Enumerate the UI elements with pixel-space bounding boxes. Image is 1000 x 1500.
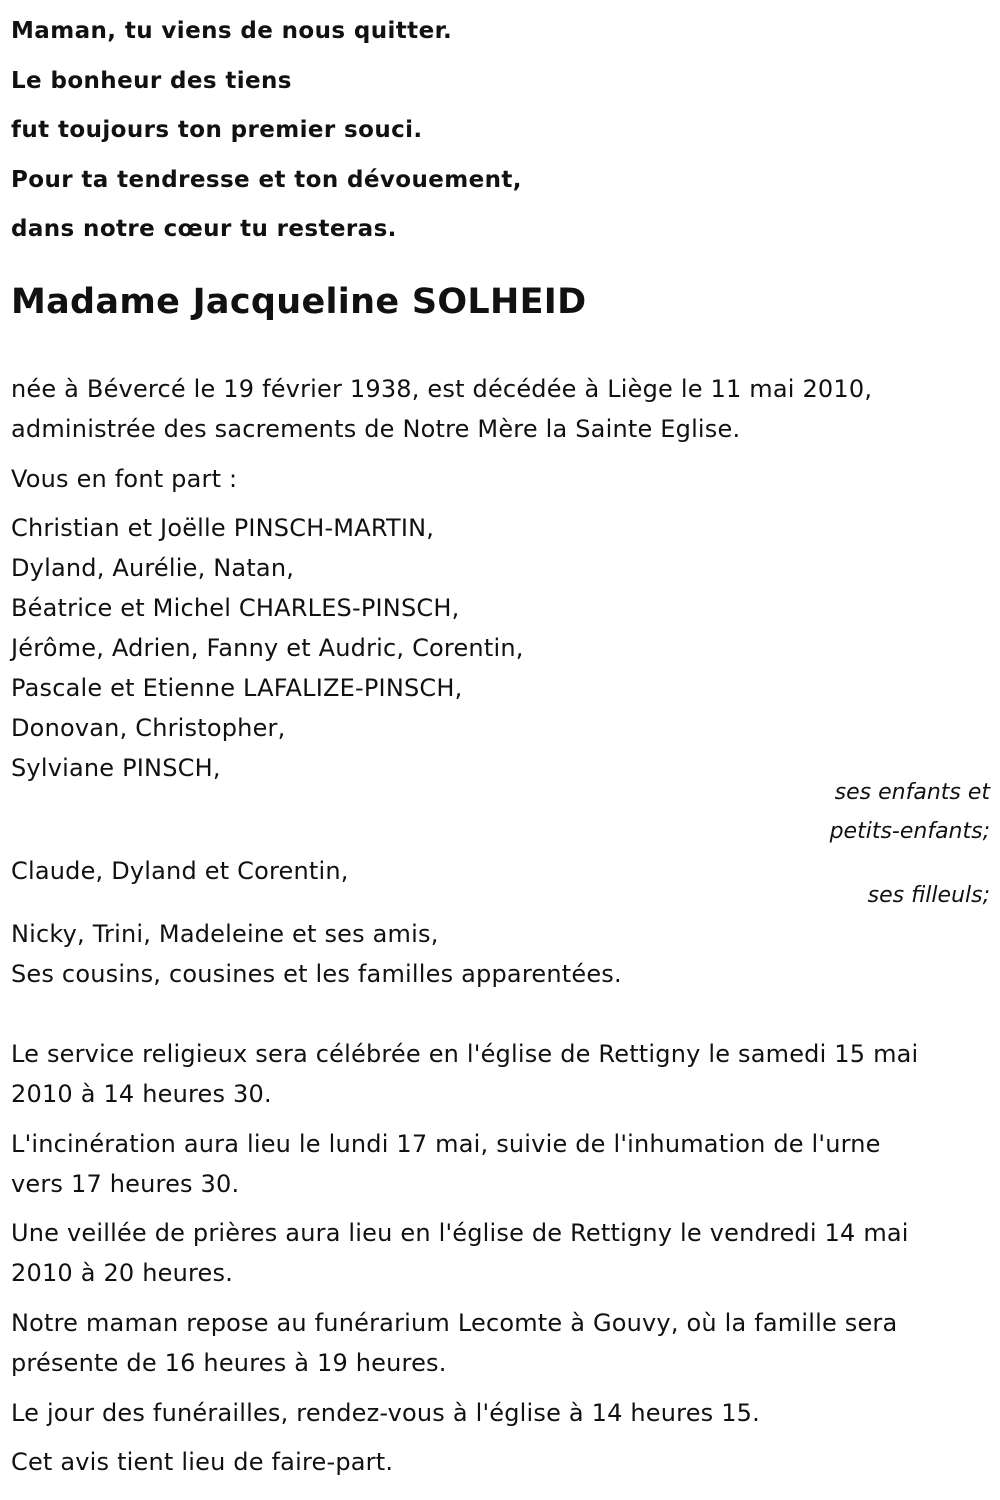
poem-line: Maman, tu viens de nous quitter. xyxy=(11,18,453,44)
arrangement-line: Le jour des funérailles, rendez-vous à l'église à 14 heures 15. xyxy=(11,1399,760,1427)
arrangement-line: Une veillée de prières aura lieu en l'église de Rettigny le vendredi 14 mai xyxy=(11,1219,909,1247)
family-member-line: Sylviane PINSCH, xyxy=(11,754,221,782)
family-member-line: Pascale et Etienne LAFALIZE-PINSCH, xyxy=(11,674,463,702)
poem-line: dans notre cœur tu resteras. xyxy=(11,216,397,242)
friends-line: Nicky, Trini, Madeleine et ses amis, xyxy=(11,920,439,948)
poem-line: Pour ta tendresse et ton dévouement, xyxy=(11,166,522,193)
godchildren-line: Claude, Dyland et Corentin, xyxy=(11,857,349,885)
arrangement-line: L'incinération aura lieu le lundi 17 mai, suivie de l'inhumation de l'urne xyxy=(11,1130,881,1158)
poem-line: Le bonheur des tiens xyxy=(11,67,292,94)
biography-line: née à Bévercé le 19 février 1938, est décédée à Liège le 11 mai 2010, xyxy=(11,375,873,403)
poem xyxy=(11,7,522,255)
arrangement-line: 2010 à 14 heures 30. xyxy=(11,1080,272,1108)
biography-line: administrée des sacrements de Notre Mère la Sainte Eglise. xyxy=(11,415,741,443)
arrangement-line: 2010 à 20 heures. xyxy=(11,1259,234,1287)
arrangement-line: Cet avis tient lieu de faire-part. xyxy=(11,1448,394,1476)
family-member-line: Jérôme, Adrien, Fanny et Audric, Corentin, xyxy=(11,634,524,662)
arrangement-line: présente de 16 heures à 19 heures. xyxy=(11,1349,447,1377)
deceased-name: Madame Jacqueline SOLHEID xyxy=(11,282,587,322)
poem-line: fut toujours ton premier souci. xyxy=(11,117,423,143)
arrangement-line: vers 17 heures 30. xyxy=(11,1170,240,1198)
family-member-line: Dyland, Aurélie, Natan, xyxy=(11,554,295,582)
family-member-line: Donovan, Christopher, xyxy=(11,714,286,742)
arrangement-line: Notre maman repose au funérarium Lecomte à Gouvy, où la famille sera xyxy=(11,1309,898,1337)
family-member-line: Béatrice et Michel CHARLES-PINSCH, xyxy=(11,594,460,622)
relation-label: ses filleuls; xyxy=(867,883,990,908)
announcement-intro: Vous en font part : xyxy=(11,465,238,493)
relation-label: ses enfants et xyxy=(834,780,990,805)
relation-label: petits-enfants; xyxy=(829,819,990,844)
arrangement-line: Le service religieux sera célébrée en l'église de Rettigny le samedi 15 mai xyxy=(11,1040,919,1068)
friends-line: Ses cousins, cousines et les familles apparentées. xyxy=(11,960,622,988)
family-member-line: Christian et Joëlle PINSCH-MARTIN, xyxy=(11,514,435,542)
